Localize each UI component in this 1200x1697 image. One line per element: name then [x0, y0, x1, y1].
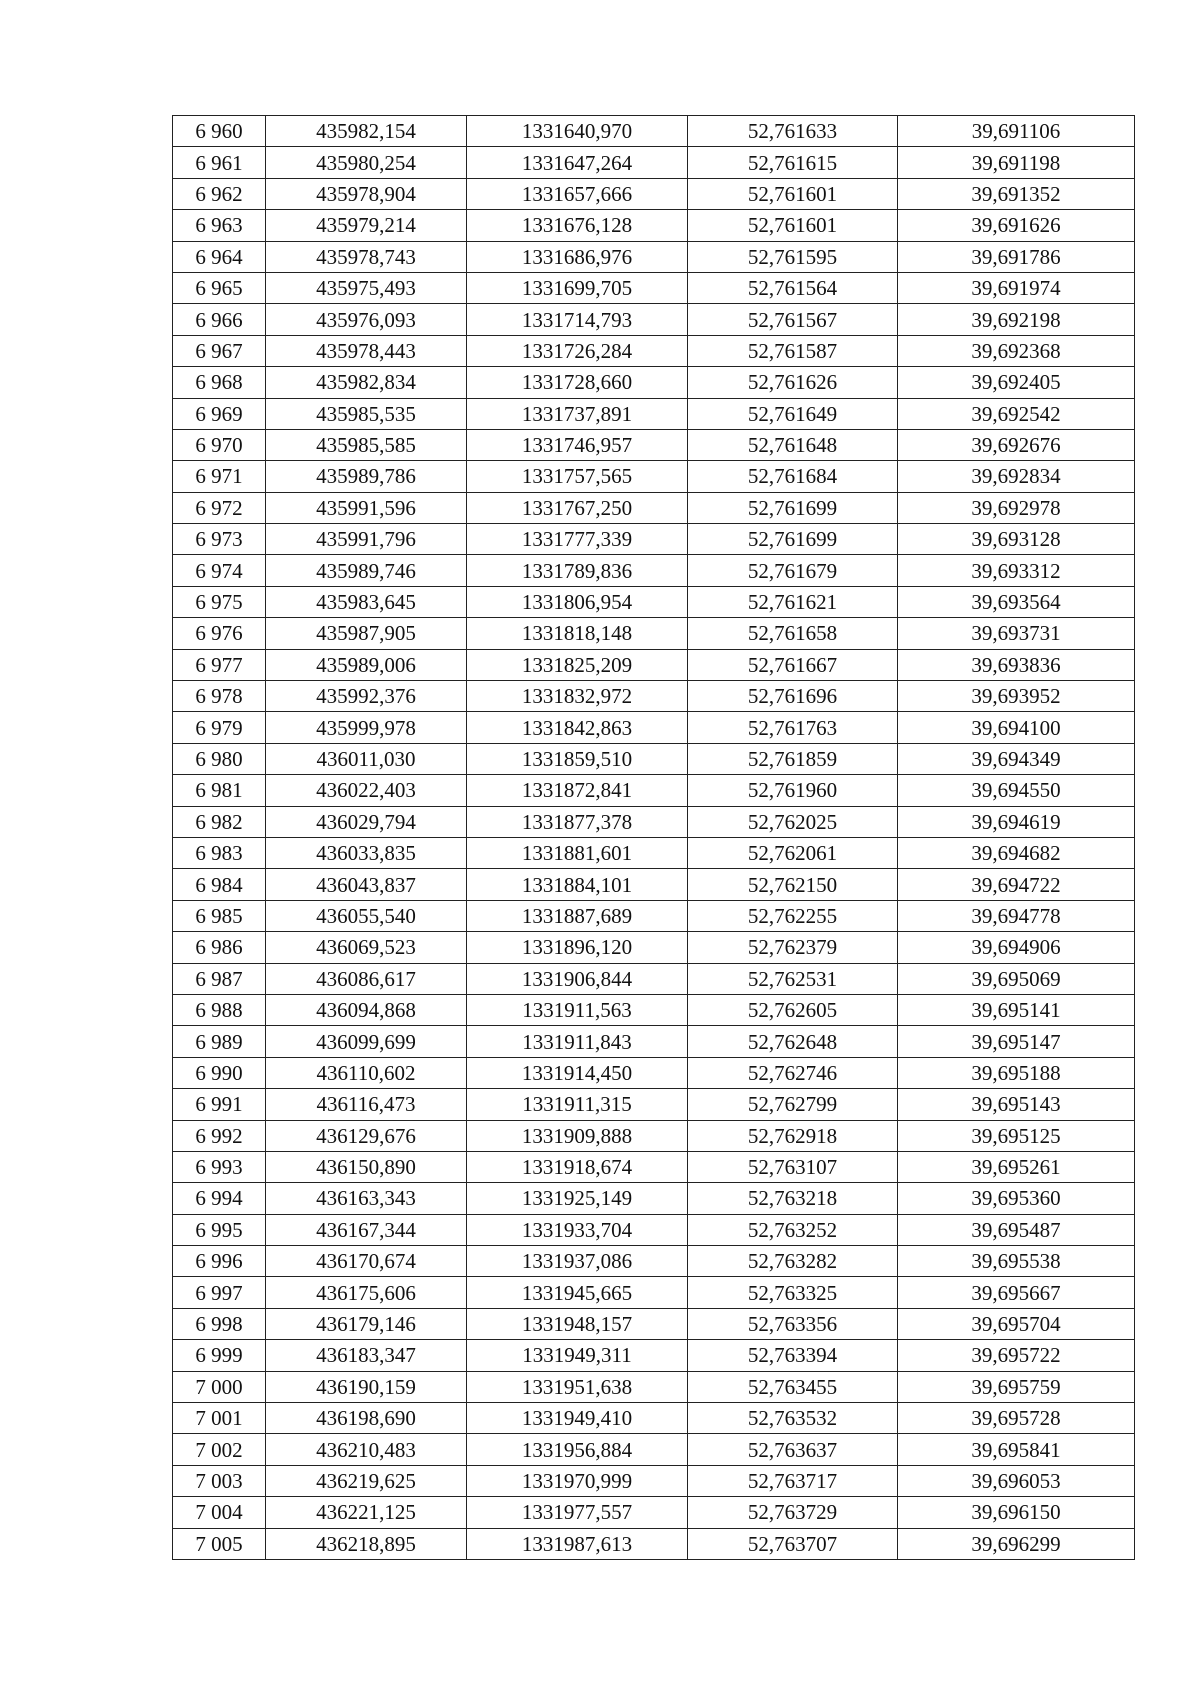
x-coordinate-cell: 436198,690 [266, 1403, 467, 1434]
longitude-cell: 39,692405 [898, 367, 1135, 398]
longitude-cell: 39,694550 [898, 775, 1135, 806]
longitude-cell: 39,691198 [898, 147, 1135, 178]
latitude-cell: 52,763707 [688, 1528, 898, 1559]
latitude-cell: 52,761595 [688, 241, 898, 272]
latitude-cell: 52,761587 [688, 335, 898, 366]
y-coordinate-cell: 1331911,315 [467, 1089, 688, 1120]
table-row [173, 1465, 1135, 1496]
point-number-cell: 6 969 [173, 398, 266, 429]
point-number-cell: 6 974 [173, 555, 266, 586]
x-coordinate-cell: 435989,746 [266, 555, 467, 586]
y-coordinate-cell: 1331884,101 [467, 869, 688, 900]
longitude-cell: 39,691786 [898, 241, 1135, 272]
x-coordinate-cell: 435989,786 [266, 461, 467, 492]
point-number-cell: 6 983 [173, 837, 266, 868]
x-coordinate-cell: 435975,493 [266, 272, 467, 303]
point-number-cell: 6 995 [173, 1214, 266, 1245]
y-coordinate-cell: 1331737,891 [467, 398, 688, 429]
latitude-cell: 52,763729 [688, 1497, 898, 1528]
point-number-cell: 6 975 [173, 586, 266, 617]
latitude-cell: 52,762025 [688, 806, 898, 837]
table-row [173, 1246, 1135, 1277]
x-coordinate-cell: 436099,699 [266, 1026, 467, 1057]
y-coordinate-cell: 1331956,884 [467, 1434, 688, 1465]
latitude-cell: 52,763455 [688, 1371, 898, 1402]
longitude-cell: 39,691626 [898, 210, 1135, 241]
coordinates-table [172, 115, 1135, 1560]
point-number-cell: 6 998 [173, 1308, 266, 1339]
table-row [173, 775, 1135, 806]
table-row [173, 210, 1135, 241]
x-coordinate-cell: 436179,146 [266, 1308, 467, 1339]
point-number-cell: 7 003 [173, 1465, 266, 1496]
table-row [173, 1277, 1135, 1308]
point-number-cell: 6 967 [173, 335, 266, 366]
latitude-cell: 52,761626 [688, 367, 898, 398]
table-row [173, 900, 1135, 931]
latitude-cell: 52,761658 [688, 618, 898, 649]
point-number-cell: 6 963 [173, 210, 266, 241]
y-coordinate-cell: 1331657,666 [467, 178, 688, 209]
y-coordinate-cell: 1331872,841 [467, 775, 688, 806]
x-coordinate-cell: 436055,540 [266, 900, 467, 931]
latitude-cell: 52,761633 [688, 116, 898, 147]
longitude-cell: 39,692676 [898, 429, 1135, 460]
latitude-cell: 52,761763 [688, 712, 898, 743]
point-number-cell: 6 989 [173, 1026, 266, 1057]
point-number-cell: 6 979 [173, 712, 266, 743]
latitude-cell: 52,762061 [688, 837, 898, 868]
table-row [173, 1403, 1135, 1434]
latitude-cell: 52,761859 [688, 743, 898, 774]
y-coordinate-cell: 1331970,999 [467, 1465, 688, 1496]
latitude-cell: 52,762648 [688, 1026, 898, 1057]
longitude-cell: 39,692198 [898, 304, 1135, 335]
table-row [173, 1308, 1135, 1339]
longitude-cell: 39,695538 [898, 1246, 1135, 1277]
y-coordinate-cell: 1331945,665 [467, 1277, 688, 1308]
y-coordinate-cell: 1331948,157 [467, 1308, 688, 1339]
latitude-cell: 52,763282 [688, 1246, 898, 1277]
latitude-cell: 52,763394 [688, 1340, 898, 1371]
latitude-cell: 52,762746 [688, 1057, 898, 1088]
x-coordinate-cell: 436150,890 [266, 1151, 467, 1182]
point-number-cell: 6 972 [173, 492, 266, 523]
y-coordinate-cell: 1331937,086 [467, 1246, 688, 1277]
longitude-cell: 39,694722 [898, 869, 1135, 900]
latitude-cell: 52,762531 [688, 963, 898, 994]
y-coordinate-cell: 1331757,565 [467, 461, 688, 492]
table-row [173, 178, 1135, 209]
table-row [173, 461, 1135, 492]
table-row [173, 147, 1135, 178]
x-coordinate-cell: 436167,344 [266, 1214, 467, 1245]
x-coordinate-cell: 436190,159 [266, 1371, 467, 1402]
y-coordinate-cell: 1331714,793 [467, 304, 688, 335]
longitude-cell: 39,695069 [898, 963, 1135, 994]
x-coordinate-cell: 436183,347 [266, 1340, 467, 1371]
x-coordinate-cell: 436043,837 [266, 869, 467, 900]
table-row [173, 743, 1135, 774]
longitude-cell: 39,693731 [898, 618, 1135, 649]
latitude-cell: 52,762379 [688, 932, 898, 963]
y-coordinate-cell: 1331877,378 [467, 806, 688, 837]
point-number-cell: 6 981 [173, 775, 266, 806]
point-number-cell: 6 960 [173, 116, 266, 147]
table-row [173, 304, 1135, 335]
y-coordinate-cell: 1331951,638 [467, 1371, 688, 1402]
table-row [173, 681, 1135, 712]
y-coordinate-cell: 1331728,660 [467, 367, 688, 398]
longitude-cell: 39,695141 [898, 994, 1135, 1025]
x-coordinate-cell: 435991,796 [266, 524, 467, 555]
latitude-cell: 52,761615 [688, 147, 898, 178]
longitude-cell: 39,692542 [898, 398, 1135, 429]
x-coordinate-cell: 435991,596 [266, 492, 467, 523]
longitude-cell: 39,695147 [898, 1026, 1135, 1057]
x-coordinate-cell: 436175,606 [266, 1277, 467, 1308]
point-number-cell: 6 992 [173, 1120, 266, 1151]
table-row [173, 806, 1135, 837]
x-coordinate-cell: 436210,483 [266, 1434, 467, 1465]
longitude-cell: 39,695704 [898, 1308, 1135, 1339]
latitude-cell: 52,763107 [688, 1151, 898, 1182]
longitude-cell: 39,693564 [898, 586, 1135, 617]
x-coordinate-cell: 436219,625 [266, 1465, 467, 1496]
y-coordinate-cell: 1331825,209 [467, 649, 688, 680]
table-row [173, 1528, 1135, 1559]
table-row [173, 1434, 1135, 1465]
latitude-cell: 52,761667 [688, 649, 898, 680]
latitude-cell: 52,761567 [688, 304, 898, 335]
longitude-cell: 39,693128 [898, 524, 1135, 555]
y-coordinate-cell: 1331859,510 [467, 743, 688, 774]
point-number-cell: 7 004 [173, 1497, 266, 1528]
y-coordinate-cell: 1331640,970 [467, 116, 688, 147]
longitude-cell: 39,693836 [898, 649, 1135, 680]
x-coordinate-cell: 435980,254 [266, 147, 467, 178]
latitude-cell: 52,763356 [688, 1308, 898, 1339]
longitude-cell: 39,695188 [898, 1057, 1135, 1088]
longitude-cell: 39,695722 [898, 1340, 1135, 1371]
x-coordinate-cell: 435978,743 [266, 241, 467, 272]
longitude-cell: 39,695487 [898, 1214, 1135, 1245]
point-number-cell: 6 996 [173, 1246, 266, 1277]
y-coordinate-cell: 1331914,450 [467, 1057, 688, 1088]
table-row [173, 398, 1135, 429]
point-number-cell: 6 988 [173, 994, 266, 1025]
y-coordinate-cell: 1331987,613 [467, 1528, 688, 1559]
longitude-cell: 39,691106 [898, 116, 1135, 147]
y-coordinate-cell: 1331777,339 [467, 524, 688, 555]
latitude-cell: 52,761699 [688, 492, 898, 523]
latitude-cell: 52,761960 [688, 775, 898, 806]
x-coordinate-cell: 435985,585 [266, 429, 467, 460]
point-number-cell: 6 991 [173, 1089, 266, 1120]
point-number-cell: 6 964 [173, 241, 266, 272]
table-row [173, 712, 1135, 743]
y-coordinate-cell: 1331977,557 [467, 1497, 688, 1528]
table-row [173, 963, 1135, 994]
table-row [173, 994, 1135, 1025]
table-row [173, 116, 1135, 147]
latitude-cell: 52,763325 [688, 1277, 898, 1308]
point-number-cell: 6 968 [173, 367, 266, 398]
point-number-cell: 6 961 [173, 147, 266, 178]
latitude-cell: 52,761699 [688, 524, 898, 555]
latitude-cell: 52,763252 [688, 1214, 898, 1245]
longitude-cell: 39,695759 [898, 1371, 1135, 1402]
longitude-cell: 39,696150 [898, 1497, 1135, 1528]
latitude-cell: 52,761684 [688, 461, 898, 492]
y-coordinate-cell: 1331881,601 [467, 837, 688, 868]
x-coordinate-cell: 436170,674 [266, 1246, 467, 1277]
x-coordinate-cell: 435982,834 [266, 367, 467, 398]
y-coordinate-cell: 1331699,705 [467, 272, 688, 303]
latitude-cell: 52,761679 [688, 555, 898, 586]
x-coordinate-cell: 435976,093 [266, 304, 467, 335]
y-coordinate-cell: 1331949,410 [467, 1403, 688, 1434]
x-coordinate-cell: 436110,602 [266, 1057, 467, 1088]
x-coordinate-cell: 435985,535 [266, 398, 467, 429]
longitude-cell: 39,694349 [898, 743, 1135, 774]
point-number-cell: 6 984 [173, 869, 266, 900]
longitude-cell: 39,696299 [898, 1528, 1135, 1559]
table-row [173, 555, 1135, 586]
y-coordinate-cell: 1331647,264 [467, 147, 688, 178]
table-row [173, 335, 1135, 366]
y-coordinate-cell: 1331767,250 [467, 492, 688, 523]
longitude-cell: 39,695360 [898, 1183, 1135, 1214]
table-row [173, 1497, 1135, 1528]
longitude-cell: 39,696053 [898, 1465, 1135, 1496]
longitude-cell: 39,694682 [898, 837, 1135, 868]
latitude-cell: 52,761696 [688, 681, 898, 712]
longitude-cell: 39,695261 [898, 1151, 1135, 1182]
point-number-cell: 7 005 [173, 1528, 266, 1559]
y-coordinate-cell: 1331842,863 [467, 712, 688, 743]
point-number-cell: 7 001 [173, 1403, 266, 1434]
point-number-cell: 6 971 [173, 461, 266, 492]
longitude-cell: 39,694100 [898, 712, 1135, 743]
point-number-cell: 6 976 [173, 618, 266, 649]
x-coordinate-cell: 436094,868 [266, 994, 467, 1025]
latitude-cell: 52,761564 [688, 272, 898, 303]
point-number-cell: 6 982 [173, 806, 266, 837]
latitude-cell: 52,761648 [688, 429, 898, 460]
x-coordinate-cell: 436116,473 [266, 1089, 467, 1120]
x-coordinate-cell: 435982,154 [266, 116, 467, 147]
y-coordinate-cell: 1331887,689 [467, 900, 688, 931]
x-coordinate-cell: 435999,978 [266, 712, 467, 743]
longitude-cell: 39,694619 [898, 806, 1135, 837]
table-row [173, 429, 1135, 460]
point-number-cell: 6 990 [173, 1057, 266, 1088]
table-row [173, 1057, 1135, 1088]
latitude-cell: 52,761601 [688, 210, 898, 241]
y-coordinate-cell: 1331925,149 [467, 1183, 688, 1214]
longitude-cell: 39,695143 [898, 1089, 1135, 1120]
point-number-cell: 6 962 [173, 178, 266, 209]
x-coordinate-cell: 435979,214 [266, 210, 467, 241]
latitude-cell: 52,762918 [688, 1120, 898, 1151]
latitude-cell: 52,762799 [688, 1089, 898, 1120]
table-row [173, 932, 1135, 963]
longitude-cell: 39,692368 [898, 335, 1135, 366]
longitude-cell: 39,693312 [898, 555, 1135, 586]
y-coordinate-cell: 1331789,836 [467, 555, 688, 586]
x-coordinate-cell: 436069,523 [266, 932, 467, 963]
x-coordinate-cell: 436221,125 [266, 1497, 467, 1528]
table-row [173, 492, 1135, 523]
y-coordinate-cell: 1331918,674 [467, 1151, 688, 1182]
y-coordinate-cell: 1331818,148 [467, 618, 688, 649]
point-number-cell: 6 977 [173, 649, 266, 680]
point-number-cell: 6 993 [173, 1151, 266, 1182]
point-number-cell: 7 000 [173, 1371, 266, 1402]
longitude-cell: 39,695728 [898, 1403, 1135, 1434]
x-coordinate-cell: 436129,676 [266, 1120, 467, 1151]
y-coordinate-cell: 1331806,954 [467, 586, 688, 617]
x-coordinate-cell: 436011,030 [266, 743, 467, 774]
point-number-cell: 6 994 [173, 1183, 266, 1214]
y-coordinate-cell: 1331911,843 [467, 1026, 688, 1057]
x-coordinate-cell: 436218,895 [266, 1528, 467, 1559]
x-coordinate-cell: 435987,905 [266, 618, 467, 649]
table-row [173, 524, 1135, 555]
longitude-cell: 39,695841 [898, 1434, 1135, 1465]
latitude-cell: 52,763637 [688, 1434, 898, 1465]
table-row [173, 1214, 1135, 1245]
longitude-cell: 39,692978 [898, 492, 1135, 523]
x-coordinate-cell: 436033,835 [266, 837, 467, 868]
longitude-cell: 39,695667 [898, 1277, 1135, 1308]
table-row [173, 837, 1135, 868]
table-row [173, 1026, 1135, 1057]
longitude-cell: 39,695125 [898, 1120, 1135, 1151]
longitude-cell: 39,694778 [898, 900, 1135, 931]
table-row [173, 586, 1135, 617]
latitude-cell: 52,763717 [688, 1465, 898, 1496]
point-number-cell: 6 978 [173, 681, 266, 712]
latitude-cell: 52,762150 [688, 869, 898, 900]
y-coordinate-cell: 1331726,284 [467, 335, 688, 366]
latitude-cell: 52,761621 [688, 586, 898, 617]
table-row [173, 241, 1135, 272]
table-row [173, 1151, 1135, 1182]
point-number-cell: 6 980 [173, 743, 266, 774]
longitude-cell: 39,692834 [898, 461, 1135, 492]
x-coordinate-cell: 435992,376 [266, 681, 467, 712]
table-row [173, 1340, 1135, 1371]
x-coordinate-cell: 436163,343 [266, 1183, 467, 1214]
latitude-cell: 52,761601 [688, 178, 898, 209]
x-coordinate-cell: 436022,403 [266, 775, 467, 806]
latitude-cell: 52,763218 [688, 1183, 898, 1214]
table-row [173, 869, 1135, 900]
coordinates-table-body [173, 116, 1135, 1560]
point-number-cell: 7 002 [173, 1434, 266, 1465]
longitude-cell: 39,691352 [898, 178, 1135, 209]
y-coordinate-cell: 1331676,128 [467, 210, 688, 241]
point-number-cell: 6 973 [173, 524, 266, 555]
latitude-cell: 52,762255 [688, 900, 898, 931]
point-number-cell: 6 986 [173, 932, 266, 963]
x-coordinate-cell: 435978,443 [266, 335, 467, 366]
y-coordinate-cell: 1331909,888 [467, 1120, 688, 1151]
x-coordinate-cell: 436029,794 [266, 806, 467, 837]
y-coordinate-cell: 1331686,976 [467, 241, 688, 272]
point-number-cell: 6 985 [173, 900, 266, 931]
table-row [173, 367, 1135, 398]
latitude-cell: 52,763532 [688, 1403, 898, 1434]
y-coordinate-cell: 1331911,563 [467, 994, 688, 1025]
point-number-cell: 6 965 [173, 272, 266, 303]
x-coordinate-cell: 435989,006 [266, 649, 467, 680]
point-number-cell: 6 999 [173, 1340, 266, 1371]
table-row [173, 618, 1135, 649]
point-number-cell: 6 987 [173, 963, 266, 994]
table-row [173, 272, 1135, 303]
table-row [173, 1120, 1135, 1151]
y-coordinate-cell: 1331896,120 [467, 932, 688, 963]
point-number-cell: 6 997 [173, 1277, 266, 1308]
point-number-cell: 6 970 [173, 429, 266, 460]
y-coordinate-cell: 1331746,957 [467, 429, 688, 460]
x-coordinate-cell: 436086,617 [266, 963, 467, 994]
table-row [173, 1371, 1135, 1402]
table-row [173, 1183, 1135, 1214]
y-coordinate-cell: 1331906,844 [467, 963, 688, 994]
x-coordinate-cell: 435978,904 [266, 178, 467, 209]
y-coordinate-cell: 1331949,311 [467, 1340, 688, 1371]
latitude-cell: 52,762605 [688, 994, 898, 1025]
y-coordinate-cell: 1331832,972 [467, 681, 688, 712]
longitude-cell: 39,694906 [898, 932, 1135, 963]
latitude-cell: 52,761649 [688, 398, 898, 429]
y-coordinate-cell: 1331933,704 [467, 1214, 688, 1245]
point-number-cell: 6 966 [173, 304, 266, 335]
table-row [173, 649, 1135, 680]
longitude-cell: 39,691974 [898, 272, 1135, 303]
x-coordinate-cell: 435983,645 [266, 586, 467, 617]
table-row [173, 1089, 1135, 1120]
longitude-cell: 39,693952 [898, 681, 1135, 712]
